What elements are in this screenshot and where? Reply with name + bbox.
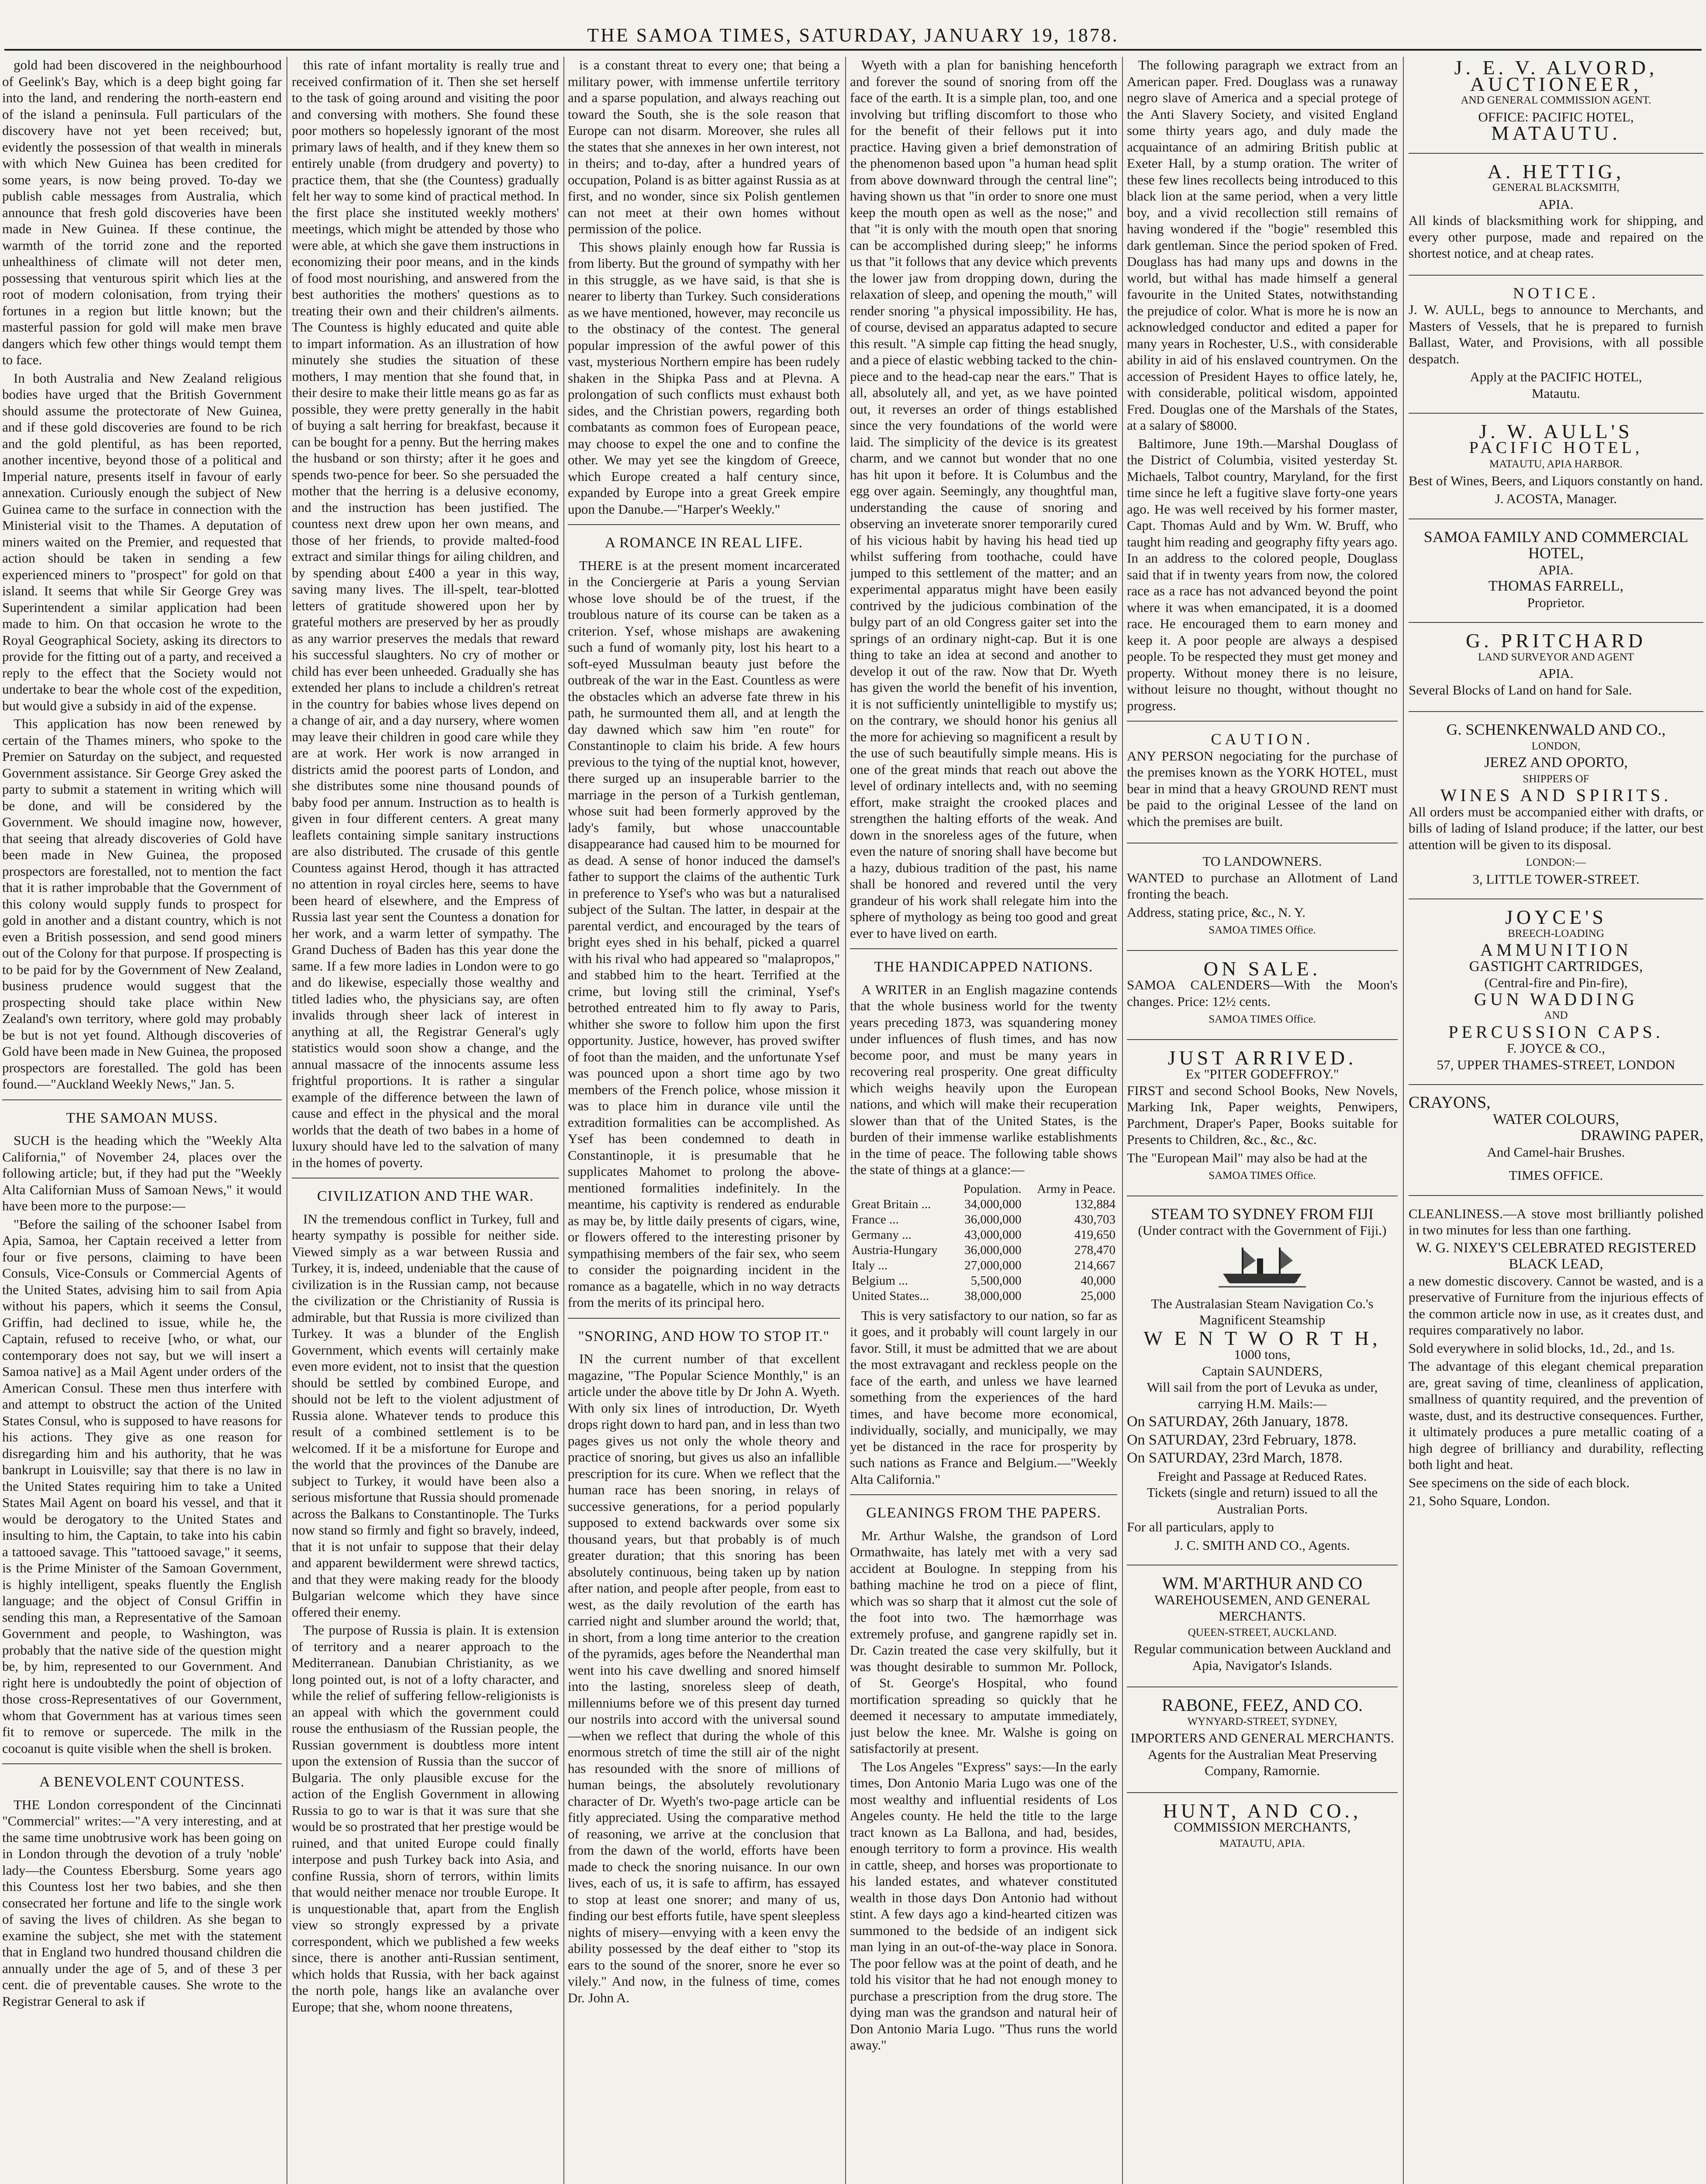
table-header: Army in Peace. [1037,1182,1115,1196]
headline-samoan-muss: THE SAMOAN MUSS. [66,1109,218,1126]
ad-town: APIA. [1538,666,1574,681]
ad-proprietor: THOMAS FARRELL, [1488,578,1624,594]
ad-text: Will sail from the port of Levuka as under, carrying H.M. Mails:— [1147,1379,1378,1411]
column-divider [845,57,846,2184]
headline-handicapped-nations: THE HANDICAPPED NATIONS. [874,959,1093,975]
ad-town: APIA. [1538,562,1574,577]
steamship-icon [1219,1243,1306,1291]
section-rule [1409,622,1703,623]
ad-text: For all particulars, apply to [1127,1519,1274,1534]
ad-nixey [1409,1203,1703,1515]
article-paragraph: Mr. Arthur Walshe, the grandson of Lord Ormathwaite, has lately met with a very sad accident at Boulogne. In stepping from his bathing machine he trod on a piece of flint, which was so sharp that it almost cut the sole of the foot into two. The hæmorrhage was extremely profuse, and gangrene rapidly set in. Dr. Cazin treated the case very skilfully, but it was thought desirable to summon Mr. Pollock, of St. George's Hospital, who found mortification spreading so quickly that he deemed it necessary to amputate immediately, just below the knee. Mr. Walshe is going on satisfactorily at present. [850,1527,1117,1756]
ad-landowners [1127,850,1398,943]
ad-address: 57, UPPER THAMES-STREET, LONDON [1437,1057,1675,1072]
ad-heading: J. E. V. ALVORD, [1454,57,1658,79]
ad-steam-sydney [1127,1203,1398,1558]
ad-text: SAMOA CALENDERS—With the Moon's changes. Price: 12½ cents. [1127,977,1398,1009]
ad-heading: J. W. AULL'S [1479,420,1633,442]
ad-heading: RABONE, FEEZ, AND CO. [1161,1695,1363,1715]
ad-text: All orders must be accompanied either with drafts, or bills of lading of Island produce; if the latter, our best attention will be given to its disposal. [1409,804,1703,852]
ad-office: SAMOA TIMES Office. [1209,924,1316,936]
sailing-date: On SATURDAY, 23rd March, 1878. [1127,1450,1343,1466]
column-4 [850,57,1117,2184]
ad-text: J. W. AULL, begs to announce to Merchants, and Masters of Vessels, that he is prepared to furnish Ballast, Water, and Provisions, with all possible despatch. [1409,302,1703,366]
headline-romance: A ROMANCE IN REAL LIFE. [604,535,803,551]
ad-pacific-hotel [1409,421,1703,511]
ad-text: Proprietor. [1527,594,1585,610]
ad-text: (Central-fire and Pin-fire), [1484,975,1628,990]
section-rule [568,524,840,525]
section-rule [1127,1792,1398,1793]
ad-text: All kinds of blacksmithing work for shipping, and every other purpose, made and repaired on the shortest notice, and at cheap rates. [1409,213,1703,261]
masthead: THE SAMOA TIMES, SATURDAY, JANUARY 19, 1878. [587,24,1119,46]
ad-text: AMMUNITION [1480,940,1632,960]
ad-text: Address, stating price, &c., N. Y. [1127,904,1305,920]
ad-subheading: LAND SURVEYOR AND AGENT [1478,651,1634,663]
ad-heading: TO LANDOWNERS. [1202,854,1322,869]
ad-text: a new domestic discovery. Cannot be wasted, and is a preservative of Furniture from the injurious effects of the common article now in use, as it creates dust, and requires comparatively no labor. [1409,1273,1703,1337]
ad-manager: J. ACOSTA, Manager. [1495,491,1617,506]
ad-text: See specimens on the side of each block. [1409,1475,1630,1490]
ad-text: The "European Mail" may also be had at the [1127,1150,1368,1165]
article-paragraph: THERE is at the present moment incarcerated in the Conciergerie at Paris a young Servian whose love should be of the truest, if the troublous nature of its course can be taken as a criterion. Ysef, whose mishaps are awakening such a fund of womanly pity, lost his heart to a soft-eyed Mussulman beauty just before the outbreak of the war in the East. Countless as were the obstacles which an adverse fate threw in his path, he surmounted them all, and at length the day dawned which saw him "en route" for Constantinople to claim his bride. A few hours previous to the tying of the nuptial knot, however, there surged up an insuperable barrier to the marriage in the person of a Turkish gentleman, whose suit had been formerly approved by the lady's family, but whose unaccountable disappearance had caused him to be mourned for as dead. A sense of honor induced the damsel's father to support the claims of the authentic Turk in preference to Ysef's who was but a naturalised subject of the Sultan. The latter, in despair at the parental verdict, and encouraged by the tears of bright eyes shed in his behalf, picked a quarrel with his rival who had appeared so "malapropos," and stabbed him to the heart. Terrified at the crime, but loving still the criminal, Ysef's betrothed entreated him to fly away to Paris, whither she swore to follow him upon the first opportunity. Justice, however, has proved swifter of foot than the maiden, and the unfortunate Ysef was pounced upon a short time ago by two members of the French police, whose mission it was to place him in durance vile until the extradition formalities can be accomplished. As Ysef has been condemned to death in Constantinople, it is presumable that he supplicates Mahomet to prolong the above-mentioned formalities indefinitely. In the meantime, his captivity is rendered as endurable as may be, by little daily presents of cigars, wine, or flowers offered to the interesting prisoner by sympathising members of the fair sex, who seem to consider the poignarding incident in the romance as a bagatelle, which in no way detracts from the merits of its principal hero. [568,557,840,1310]
ad-text: SHIPPERS OF [1523,773,1589,785]
section-rule [1409,1195,1703,1196]
ad-text: Best of Wines, Beers, and Liquors constantly on hand. [1409,473,1703,488]
ad-pritchard [1409,630,1703,704]
masthead-rule [4,49,1702,51]
ad-town: Matautu. [1531,385,1581,401]
table-row: Italy ... 27,000,000 214,667 [852,1258,1115,1272]
ad-family-hotel [1409,526,1703,615]
ad-text: Captain SAUNDERS, [1202,1363,1323,1379]
ad-text: GUN WADDING [1474,989,1638,1009]
section-rule [2,1763,282,1764]
ad-notice [1409,283,1703,406]
ad-text: DRAWING PAPER, [1580,1127,1703,1144]
ad-heading: JOYCE'S [1505,906,1607,928]
article-paragraph: is a constant threat to every one; that being a military power, with immense unfertile territory and a sparse population, and always reaching out toward the South, she is the sole reason that Europe can not disarm. Moreover, she rules all the states that she annexes in her own interest, not in theirs; and to-day, after a hundred years of occupation, Poland is as bitter against Russia as at first, and no wonder, since six Polish gentlemen can not meet at their own homes without permission of the police. [568,57,840,236]
column-1 [2,57,282,2184]
column-divider [563,57,564,2184]
table-row: Germany ... 43,000,000 419,650 [852,1227,1115,1242]
ad-subheading: AUCTIONEER, [1470,73,1642,95]
ad-heading: A. HETTIG, [1487,160,1625,183]
ad-rabone [1127,1694,1398,1785]
ad-heading: NOTICE. [1513,284,1599,302]
ad-heading: STEAM TO SYDNEY FROM FIJI [1151,1205,1374,1223]
ad-text: Apply at the PACIFIC HOTEL, [1470,369,1642,384]
article-paragraph: The following paragraph we extract from an American paper. Fred. Douglass was a runaway negro slave of America and a special protege of the Anti Slavery Society, and visited England some thirty years ago, and duly made the acquaintance of an admiring British public at Exeter Hall, by a stump oration. The writer of these few lines recollects being introduced to this black lion at the same period, when a very little boy, and a vivid recollection still remains of having wondered if the "bogie" resembled this dark gentleman. Since the period spoken of Fred. Douglass has had many ups and downs in the world, but withal has made himself a general favourite in the United States, notwithstanding the prejudice of color. What is more he is now an acknowledged conductor and edited a paper for many years in Rochester, U.S., with considerable ability in aid of his enslaved countrymen. On the accession of President Hayes to office lately, he, with considerable, political wisdom, appointed Fred. Douglas one of the Marshals of the States, at a salary of $8000. [1127,57,1398,433]
section-rule [1409,898,1703,899]
ad-subheading: COMMISSION MERCHANTS, [1174,1819,1351,1835]
section-rule [2,1099,282,1100]
table-row: United States... 38,000,000 25,000 [852,1289,1115,1303]
article-paragraph: this rate of infant mortality is really true and received confirmation of it. Then she set herself to the task of going around and visiting the poor and conversing with mothers. She found these poor mothers so hopelessly ignorant of the most primary laws of health, and if they knew them so entirely unable (from drudgery and poverty) to practice them, that she (the Countess) gradually felt her way to some kind of practical method. In the first place she instituted weekly mothers' meetings, which might be attended by those who were able, at which she gave them instructions in economizing their poor means, and in the kinds of food most nourishing, and answered from the best authorities the mothers' questions as to treating their own and their children's ailments. The Countess is highly educated and quite able to impart information. As an illustration of how minutely she studies the situation of these mothers, I may mention that she found that, in their desire to make their little means go as far as possible, they were pretty generally in the habit of buying a salt herring for breakfast, because it can be bought for a penny. But the herring makes the husband or son thirsty; after it he goes and spends two-pence for beer. So she persuaded the mother that the herring is a delusive economy, and the instruction has been justified. The countess next drew upon her own means, and those of her friends, to provide malted-food extract and similar things for ailing children, and by spending about £400 a year in this way, saving many lives. The ill-spelt, tear-blotted letters of gratitude showered upon her by grateful mothers are preserved by her as proudly as any warrior preserves the medals that reward his successful slaughters. No cry of mother or child has ever been unheeded. Gradually she has extended her plans to include a children's retreat in the country for babies whose lives depend on a change of air, and a day nursery, where women may leave their children in good care while they are at work. Her work is now arranged in districts amid the poorest parts of London, and she distributes some nine thousand pounds of baby food per annum. Instruction as to health is given in four different centers. A great many leaflets containing simple sanitary instructions are also distributed. The crusade of this gentle Countess against Herod, though it has attracted no attention in royal circles here, seems to have been heard of elsewhere, and the Empress of Russia last year sent the Countess a donation for her work, and a warm letter of sympathy. The Grand Duchess of Baden has this year done the same. If a few more ladies in London were to go and do likewise, especially those wealthy and titled ladies who, the physicians say, are often invalids through sheer lack of interest in anything at all, the Registrar General's ugly statistics would soon show a change, and the annual massacre of the innocents assume less frightful proportions. It is rather a singular example of the difference between the lawn of cause and effect in the physical and the moral worlds that the death of two babes in a home of luxury should have led to the salvation of many in the homes of poverty. [292,57,559,1170]
article-paragraph: gold had been discovered in the neighbourhood of Geelink's Bay, which is a deep bight going far into the land, and rendering the north-eastern end of the island a peninsula. Full particulars of the discovery have not yet been received; but, evidently the possession of that wealth in minerals with which New Guinea has been credited for some years, is now being proved. To-day we publish cable messages from Australia, which announce that fresh gold discoveries have been made in New Guinea. If these continue, the warmth of the torrid zone and the reported unhealthiness of climate will not deter men, possessing that venturous spirit which lies at the root of modern colonisation, from trying their fortunes in a region but little known; but the masterful passion for gold will make men brave dangers which few other things would tempt them to face. [2,57,282,367]
section-rule [1409,518,1703,519]
article-paragraph: In both Australia and New Zealand religious bodies have urged that the British Government should assume the protectorate of New Guinea, and if these gold discoveries are found to be rich and the gold plentiful, as has been reported, another incentive, beyond those of a political and Imperial nature, presents itself in favour of early annexation. Curiously enough the subject of New Guinea came to the surface in connection with the Ministerial visit to the Thames. A deputation of miners waited on the Premier, and requested that action should be taken in sending a few experienced miners to "prospect" for gold on that island. It seems that while Sir George Grey was Superintendent a similar application had been made to him. On that occasion he wrote to the Royal Geographical Society, asking its directors to provide for the fitting out of a party, and received a reply to the effect that the Society would not undertake to bear the whole cost of the expedition, but would give a subsidy in aid of the expense. [2,370,282,713]
ad-on-sale [1127,958,1398,1032]
article-paragraph: A WRITER in an English magazine contends that the whole business world for the twenty years preceding 1873, was squandering money under influences of flush times, and has now become poor, and must be many years in recovering real prosperity. One great difficulty which weighs heavily upon the European nations, and which will make their recuperation slower than that of the United States, is the burden of their immense warlike establishments in the time of peace. The following table shows the state of things at a glance:— [850,981,1117,1177]
ad-address: 21, Soho Square, London. [1409,1493,1550,1508]
ad-town: APIA. [1538,196,1574,212]
section-rule [1127,950,1398,951]
ad-text: Agents for the Australian Meat Preserving Company, Ramornie. [1147,1746,1377,1778]
column-2 [292,57,559,2184]
ad-subheading: (Under contract with the Government of Fiji.) [1138,1223,1387,1238]
ad-text: Regular communication between Auckland and Apia, Navigator's Islands. [1133,1641,1391,1673]
ad-address: MATAUTU, APIA HARBOR. [1489,458,1623,470]
ad-heading: CRAYONS, [1409,1093,1491,1112]
headline-snoring: "SNORING, AND HOW TO STOP IT." [578,1328,830,1344]
table-header-row [850,1182,1117,1197]
article-paragraph: This application has now been renewed by certain of the Thames miners, who spoke to the Premier on Saturday on the subject, and requested Government assistance. Sir George Grey asked the party to submit a statement in writing which will be done, and will be considered by the Government. We should imagine now, however, that seeing that already discoveries of Gold have been made in New Guinea, the proposed prospectors are forestalled, not to mention the fact that it is rather improbable that the Government of this colony would supply funds to prospect for gold in another and a distant country, which is not even a British possession, and send good miners out of the Colony for that purpose. If prospecting is to be paid for by the Government of New Zealand, business prudence would suggest that the prospecting should take place within New Zealand's own territory, where gold may probably be but is not yet found. Although discoveries of Gold have been made in New Guinea, the proposed prospectors are forestalled. The gold has been found.—"Auckland Weekly News," Jan. 5. [2,716,282,1092]
article-paragraph: Baltimore, June 19th.—Marshal Douglass of the District of Columbia, visited yesterday St. Michaels, Talbot country, Maryland, for the first time since he left a fugitive slave forty-one years ago. He was well received by his former master, Capt. Thomas Auld and by Wm. W. Bruff, who taught him reading and geography fifty years ago. In an address to the colored people, Douglass said that if in twenty years from now, the colored race as a race has not advanced beyond the point where it was when emancipated, it is a doomed race. He encouraged them to earn money and keep it. A poor people are always a despised people. To be respected they must get money and property. Without money there is no leisure, without leisure no thought, without thought no progress. [1127,435,1398,713]
ad-heading: WM. M'ARTHUR AND CO [1162,1573,1363,1593]
ad-schenkenwald [1409,719,1703,892]
section-rule [850,1494,1117,1495]
ad-subheading: W. G. NIXEY'S CELEBRATED REGISTERED BLACK LEAD, [1416,1240,1696,1272]
column-divider [1403,57,1404,2184]
ad-heading: CLEANLINESS.—A stove most brilliantly polished in two minutes for less than one farthing. [1409,1206,1703,1237]
ad-text: PERCUSSION CAPS. [1448,1022,1664,1042]
ad-office: TIMES OFFICE. [1509,1168,1603,1183]
ad-subheading: JEREZ AND OPORTO, [1484,754,1628,771]
ad-heading: HUNT, AND CO., [1163,1799,1362,1822]
ad-text: Tickets (single and return) issued to all the Australian Ports. [1147,1485,1378,1517]
ad-text: Sold everywhere in solid blocks, 1d., 2d., and 1s. [1409,1340,1675,1356]
section-rule [1409,711,1703,712]
ad-goods: WINES AND SPIRITS. [1440,785,1672,805]
ad-mcarthur [1127,1572,1398,1679]
table-row: Belgium ... 5,500,000 40,000 [852,1273,1115,1288]
ad-heading: G. PRITCHARD [1466,629,1646,652]
article-paragraph: Wyeth with a plan for banishing henceforth and forever the sound of snoring from off the face of the earth. It is a simple plan, too, and one involving but trifling discomfort to those who for the benefit of their fellows put it into practice. Having given a brief demonstration of the phenomenon based upon "a human head split from above downward through the central line"; having shown us that "in order to snore one must keep the mouth open as well as the nose;" and that "it is only with the mouth open that snoring can be accomplished during sleep;" he informs us that "it follows that any device which prevents the lower jaw from dropping down, during the relaxation of sleep, and opening the mouth," will render snoring "a physical impossibility. He has, of course, devised an apparatus adapted to secure this result. "A simple cap fitting the head snugly, and a piece of elastic webbing tacked to the chin-piece and to the head-cap near the ears." That is all, absolutely all, and yet, as we have pointed out, it reverses an order of things established since the very foundations of the world were laid. The simplicity of the device is its greatest charm, and we cannot but wonder that no one has hit upon it before. It is Columbus and the egg over again. Seemingly, any thoughtful man, understanding the cause of snoring and observing an inveterate snorer temporarily cured of his vicious habit by having his head tied up whilst suffering from toothache, could have jumped to this settlement of the matter; and an experimental apparatus might have been easily contrived by the judicious combination of the bulgy part of an old Congress gaiter set into the springs of an ordinary night-cap. But it is one thing to take an idea at second and another to develop it out of the raw. Now that Dr. Wyeth has given the world the benefit of his invention, it is not sufficiently unintelligible to mystify us; on the contrary, we should honor his genius all the more for achieving so magnificent a result by the use of such beautifully simple means. His is one of the great minds that reach out above the level of ordinary intellects and, with no seeming effort, make straight the crooked places and strengthen the halting efforts of the weak. And down in the snoreless ages of the future, when even the nature of snoring shall have become but a hazy, dubious tradition of the past, his name shall be honored and revered until the very grandeur of his work shall relegate him into the sphere of mythology as being too good and great ever to have lived on earth. [850,57,1117,941]
article-paragraph: This shows plainly enough how far Russia is from liberty. But the ground of sympathy with her in this struggle, as we have said, is that she is nearer to liberty than Turkey. Such considerations as we have mentioned, however, may reconcile us to the obstinacy of the contest. The general popular impression of the awful power of this vast, mysterious Northern empire has been rudely shaken in the Shipka Pass and at Plevna. A prolongation of such conflicts must exhaust both sides, and the Christian powers, regarding both combatants as common foes of European peace, may choose to expel the one and to confine the other. We may yet see the kingdom of Greece, which Europe created a half century since, expanded by Europe into a great Greek empire upon the Danube.—"Harper's Weekly." [568,239,840,517]
ad-address: QUEEN-STREET, AUCKLAND. [1188,1626,1337,1638]
ad-agent: J. C. SMITH AND CO., Agents. [1174,1537,1350,1553]
ad-hunt [1127,1800,1398,1856]
ad-alvord [1409,57,1703,146]
ad-address: MATAUTU, APIA. [1219,1837,1305,1849]
ad-heading: CAUTION. [1211,730,1314,748]
table-header: Population. [963,1182,1022,1196]
article-paragraph: The purpose of Russia is plain. It is extension of territory and a nearer approach to the Mediterranean. Danubian Christianity, as we long pointed out, is not of a lofty character, and while the relief of suffering fellow-religionists is an appeal with which the government could rouse the enthusiasm of the Russian people, the Russian government is doubtless more intent upon the extension of Russia than the succor of Bulgaria. The only plausible excuse for the action of the English Government in allowing Russia to go to war is that it was sure that she would be so prostrated that her prestige would be ruined, and that united Europe could finally interpose and push Turkey back into Asia, and confine Russia, shorn of terrors, within limits that would neither menace nor trouble Europe. It is unquestionable that, apart from the English view so strongly expressed by a private correspondent, which we published a few weeks since, there is another anti-Russian sentiment, which holds that Russia, with her back against the north pole, hangs like an avalanche over Europe; that she, whom noone threatens, [292,1622,559,2015]
section-rule [1409,275,1703,276]
ship-name: W E N T W O R T H, [1143,1327,1381,1349]
ad-text: Freight and Passage at Reduced Rates. [1157,1468,1367,1484]
article-paragraph: IN the current number of that excellent magazine, "The Popular Science Monthly," is an article under the above title by Dr John A. Wyeth. With only six lines of introduction, Dr. Wyeth drops right down to hard pan, and in less than two pages gives us not only the whole theory and practice of snoring, but gives us also an infallible prescription for its cure. When we reflect that the human race has been snoring, in relays of successive generations, for a period popularly supposed to extend backwards over some six thousand years, but that probably is of much greater duration; that this snoring has been absolutely continuous, being taken up by nation after nation, and people after people, from east to west, as the daily revolution of the earth has carried night and slumber around the world; that, in short, from a long time anterior to the creation of the pyramids, ages before the Neanderthal man went into his cave dwelling and snored himself into the lasting, snoreless sleep of death, millenniums before we of this present day turned our nostrils into accord with the universal sound—when we reflect that during the whole of this enormous stretch of time the still air of the night has resounded with the snore of millions of human beings, the absolutely revolutionary character of Dr. Wyeth's two-page article can be fitly appreciated. Using the comparative method of reasoning, we arrive at the conclusion that from the dawn of the world, efforts have been made to check the snoring nuisance. In our own lives, each of us, it is safe to affirm, has essayed to stop at least one snorer; and many of us, finding our best efforts futile, have spent sleepless nights of misery—envying with a keen envy the ability possessed by the deaf either to "stop its ears to the sound of the snorer, snore he ever so vilely." And now, in the fulness of time, comes Dr. John A. [568,1351,840,2005]
ad-crayons [1409,1092,1703,1188]
ad-hettig [1409,161,1703,268]
ad-text: ANY PERSON negociating for the purchase of the premises known as the YORK HOTEL, must bear in mind that a heavy GROUND RENT must be paid to the original Lessee of the land on which the premises are built. [1127,748,1398,829]
ad-office: SAMOA TIMES Office. [1209,1013,1316,1025]
ad-text: WATER COLOURS, [1492,1111,1620,1127]
section-rule [1409,413,1703,414]
column-6 [1409,57,1703,2184]
ad-heading: JUST ARRIVED. [1167,1046,1357,1069]
section-rule [1127,1039,1398,1040]
table-row: Great Britain ... 34,000,000 132,884 [852,1197,1115,1211]
ad-address: WYNYARD-STREET, SYDNEY, [1187,1715,1337,1728]
ad-text: GASTIGHT CARTRIDGES, [1469,958,1643,975]
article-paragraph: This is very satisfactory to our nation, so far as it goes, and it probably will count largely in our favor. Still, it must be admitted that we are about the most extravagant and reckless people on the face of the earth, and unless we have learned something from the experiences of the hard times, and have become more economical, individually, socially, and municipally, we may yet be distanced in the race for prosperity by such nations as France and Belgium.—"Weekly Alta California." [850,1307,1117,1487]
ad-text: WANTED to purchase an Allotment of Land fronting the beach. [1127,870,1398,902]
sailing-date: On SATURDAY, 26th January, 1878. [1127,1413,1348,1430]
ad-text: AND [1544,1009,1568,1021]
article-paragraph: SUCH is the heading which the "Weekly Alta California," of November 24, places over the following article; but, if they had put the "Weekly Alta Californian Muss of Samoan News," it would have been more to the purpose:— [2,1133,282,1213]
ad-subheading: IMPORTERS AND GENERAL MERCHANTS. [1130,1730,1394,1745]
ad-office: OFFICE: PACIFIC HOTEL, [1478,109,1634,124]
article-paragraph: IN the tremendous conflict in Turkey, full and hearty sympathy is possible for neither side. Viewed simply as a war between Russia and Turkey, it is, indeed, undeniable that the cause of civilization is in the Russian camp, not because the civilization or the Christianity of Russia is admirable, but that Russia is more civilized than Turkey. It was a blunder of the English Government, which events will certainly make even more evident, not to insist that the question should be settled by combined Europe, and should not be left to the violent adjustment of Russia alone. Whatever tends to produce this result of a combined settlement is to be welcomed. If it be a misfortune for Europe and the world that the provinces of the Danube are subject to Turkey, it would have been also a serious misfortune that Russia should promenade across the Balkans to Constantinople. The Turks now stand so firmly and fight so bravely, indeed, that it is not unfair to suppose that their delay and apparent bewilderment were shrewd tactics, and that they were making ready for the bloody Bulgarian welcome which they have since offered their enemy. [292,1211,559,1620]
ad-text: Several Blocks of Land on hand for Sale. [1409,682,1632,698]
ad-just-arrived [1127,1047,1398,1189]
section-rule [850,948,1117,949]
column-3 [568,57,840,2184]
ad-subheading: WAREHOUSEMEN, AND GENERAL MERCHANTS. [1154,1592,1370,1624]
section-rule [1409,1084,1703,1085]
headline-benevolent-countess: A BENEVOLENT COUNTESS. [39,1774,245,1790]
headline-gleanings: GLEANINGS FROM THE PAPERS. [866,1505,1101,1521]
ad-text: The Australasian Steam Navigation Co.'s Magnificent Steamship [1151,1296,1374,1327]
ad-caution [1127,729,1398,836]
ad-heading: ON SALE. [1203,957,1321,980]
section-rule [1127,721,1398,722]
article-paragraph: The Los Angeles "Express" says:—In the early times, Don Antonio Maria Lugo was one of the most wealthy and influential residents of Los Angeles county. He held the title to the large tract known as La Ballona, and had, besides, enough territory to form a province. His wealth in cattle, sheep, and horses was proportionate to his landed estates, and whatever constituted wealth in those days Don Antonio had without stint. A few days ago a kind-hearted citizen was summoned to the bedside of an indigent sick man lying in an out-of-the-way place in Sonora. The poor fellow was at the point of death, and he told his visitor that he had not enough money to purchase a prescription from the drug store. The dying man was the grandson and natural heir of Don Antonio Maria Lugo. "Thus runs the world away." [850,1759,1117,2053]
section-rule [1127,1686,1398,1687]
population-table [850,1182,1117,1304]
table-row: France ... 36,000,000 430,703 [852,1212,1115,1227]
ad-subheading: GENERAL BLACKSMITH, [1492,182,1620,194]
ad-text: BREECH-LOADING [1508,927,1604,940]
ad-text: And Camel-hair Brushes. [1487,1144,1625,1160]
ad-text: AND GENERAL COMMISSION AGENT. [1461,94,1651,106]
column-5 [1127,57,1398,2184]
ad-joyce [1409,906,1703,1077]
ad-text: FIRST and second School Books, New Novels, Marking Ink, Paper weights, Penwipers, Parchment, Draper's Paper, Books suitable for Presents to Children, &c., &c., &c. [1127,1082,1398,1147]
ad-heading: SAMOA FAMILY AND COMMERCIAL HOTEL, [1423,528,1689,562]
column-divider [1122,57,1123,2184]
section-rule [1409,153,1703,154]
table-row: Austria-Hungary 36,000,000 278,470 [852,1243,1115,1257]
ad-text: The advantage of this elegant chemical preparation are, great saving of time, cleanliness of application, smallness of quantity required, and the prevention of waste, dust, and its destructive consequences. Further, it ultimately produces a pure metallic coating of a high degree of brilliancy and durability, reflecting both light and heat. [1409,1358,1703,1472]
ad-town: LONDON, [1531,740,1581,752]
ad-town: LONDON:— [1526,857,1586,868]
ad-text: 1000 tons, [1234,1347,1291,1362]
ad-town: MATAUTU. [1491,122,1621,144]
ad-subheading: PACIFIC HOTEL, [1469,438,1643,457]
article-paragraph: THE London correspondent of the Cincinnati "Commercial" writes:—"A very interesting, and at the same time unobtrusive work has been going on in London through the devotion of a truly 'noble' lady—the Countess Ebersburg. Some years ago this Countess lost her two babies, and she then consecrated her fortune and life to the single work of saving the lives of children. As she began to examine the subject, she met with the statement that in England two hundred thousand children die annually under the age of 5, and of these 3 per cent. die of preventable causes. She wrote to the Registrar General to ask if [2,1797,282,2009]
ad-address: 3, LITTLE TOWER-STREET. [1472,871,1640,887]
headline-civilization-war: CIVILIZATION AND THE WAR. [317,1188,534,1204]
sailing-date: On SATURDAY, 23rd February, 1878. [1127,1431,1357,1448]
ad-subheading: Ex "PITER GODEFFROY." [1185,1066,1339,1082]
ad-company: F. JOYCE & CO., [1507,1040,1605,1056]
ad-office: SAMOA TIMES Office. [1209,1170,1316,1182]
section-rule [568,1318,840,1319]
ad-heading: G. SCHENKENWALD AND CO., [1446,721,1666,738]
article-paragraph: "Before the sailing of the schooner Isabel from Apia, Samoa, her Captain received a letter from four or five persons, claiming to have been Consuls, Vice-Consuls or Commercial Agents of the United States, advising him to sail from Apia without his papers, which it seems the Consul, Griffin, had declined to issue, while he, the Captain, refused to receive [who, or what, our contemporary does not say, but we will insert a Samoa native] as a Mail Agent under orders of the American Consul. These men thus interfere with and attempt to obstruct the action of the United States Consul, who is supposed to have reasons for his actions. They give as one reason for disregarding him and his authority, that he was bankrupt in Louisville; say that there is no law in the United States requiring him to take a United States Mail Agent on board his vessel, and that it would be derogatory to the United States and insulting to him, the Captain, to take into his cabin a tattooed savage. This "tattooed savage," it seems, is the Prime Minister of the Samoan Government, is highly intelligent, speaks fluently the English language; and the object of Consul Griffin in sending this man, a Representative of the Samoan Government and people, to Washington, was probably that the native side of the question might be, by him, represented to our Government. And right here is undoubtedly the point of objection of those cross-Representatives of our Government, whom that Government has at various times seen fit to remove or supercede. The milk in the cocoanut is quite visible when the shell is broken. [2,1216,282,1756]
